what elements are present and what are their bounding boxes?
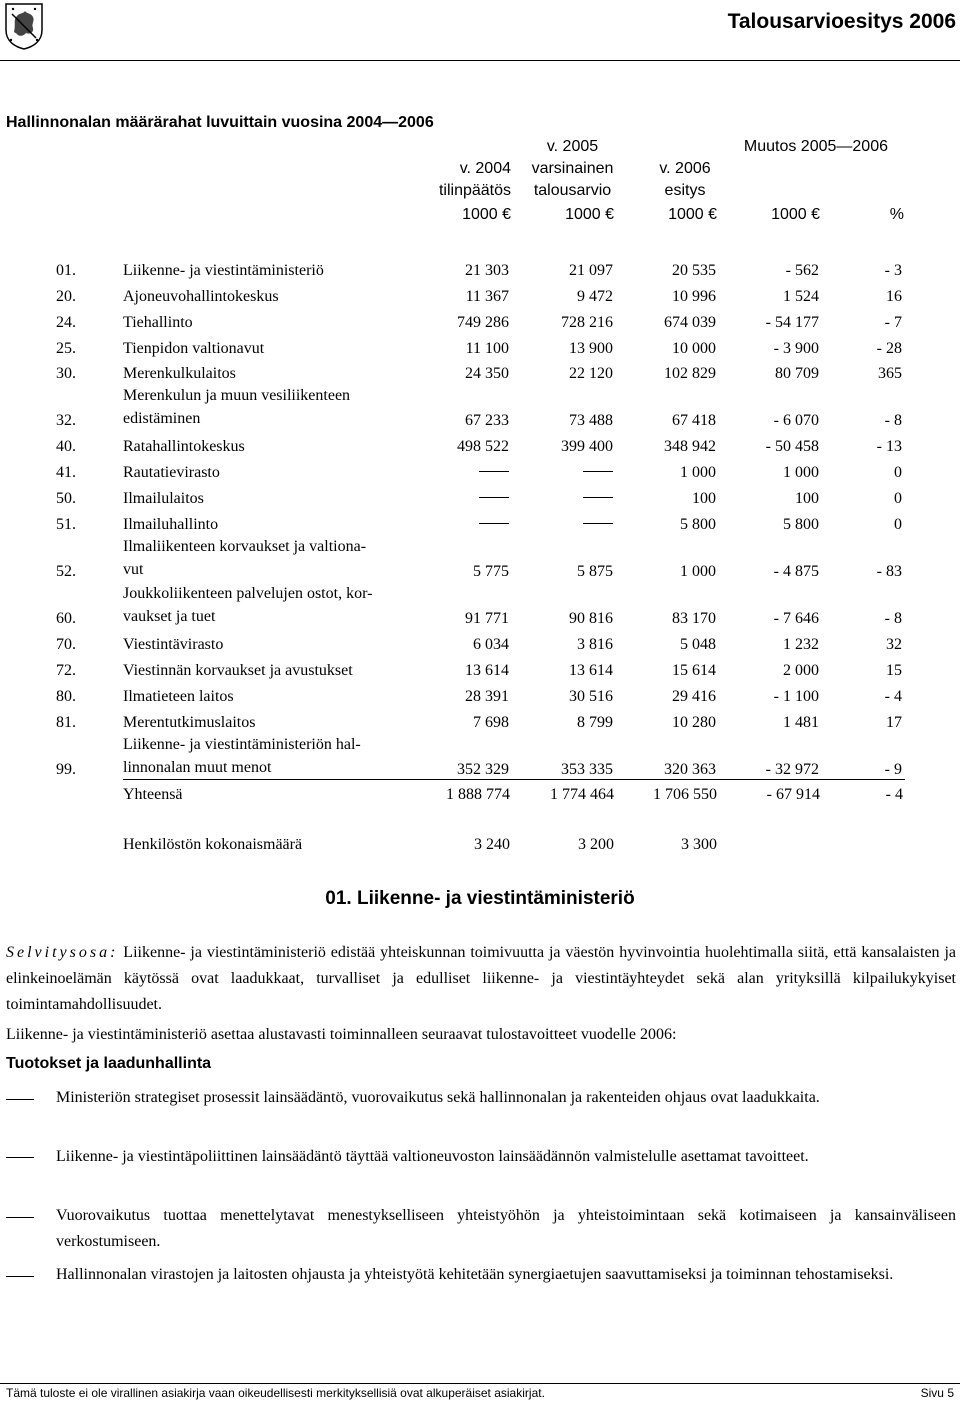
row-name: Liikenne- ja viestintäministeriö [123, 261, 324, 279]
row-v2005: 728 216 [561, 313, 613, 331]
appropriations-table [56, 254, 902, 779]
row-code: 01. [56, 261, 76, 279]
row-code: 24. [56, 313, 76, 331]
total-v2006: 1 706 550 [653, 786, 717, 803]
row-v2004 [453, 456, 509, 482]
table-row [56, 332, 902, 358]
table-row [56, 306, 902, 332]
row-v2006: 83 170 [672, 610, 716, 628]
row-v2005: 21 097 [569, 261, 613, 279]
total-v2004: 1 888 774 [446, 786, 510, 803]
row-name-line2: vut [123, 561, 144, 579]
row-v2006: 10 996 [672, 287, 716, 305]
row-v2006: 674 039 [664, 313, 716, 331]
row-v2004 [453, 482, 509, 508]
col-2004-unit: 1000 € [462, 206, 511, 223]
row-v2005 [509, 508, 613, 534]
row-code: 30. [56, 365, 76, 383]
row-change: 80 709 [775, 365, 819, 383]
row-pct: 32 [886, 635, 902, 653]
row-v2006: 67 418 [672, 412, 716, 430]
row-pct: 0 [894, 464, 902, 482]
table-row [56, 628, 902, 654]
row-v2006: 20 535 [672, 261, 716, 279]
table-row [56, 581, 902, 628]
row-pct: 16 [886, 287, 902, 305]
row-v2005: 90 816 [569, 610, 613, 628]
row-change: 100 [795, 490, 819, 508]
col-2006-unit: 1000 € [668, 206, 717, 223]
col-2005-unit: 1000 € [565, 206, 614, 223]
table-row [56, 280, 902, 306]
row-name: Ajoneuvohallintokeskus [123, 287, 279, 305]
row-pct: 0 [894, 516, 902, 534]
row-name-line2: edistäminen [123, 410, 201, 428]
row-name: Ilmailulaitos [123, 490, 204, 508]
bullet-dash [6, 1276, 34, 1277]
row-v2004: 5 775 [473, 563, 509, 581]
row-name [123, 581, 453, 628]
table-body [56, 254, 902, 779]
row-name-line2: vaukset ja tuet [123, 608, 216, 626]
row-v2005: 8 799 [577, 713, 613, 731]
row-pct: - 28 [876, 339, 902, 357]
col-change-pct: % [889, 206, 904, 223]
row-code: 32. [56, 412, 76, 430]
row-name [123, 732, 453, 779]
row-v2005 [509, 482, 613, 508]
row-v2006: 320 363 [664, 760, 716, 778]
row-change: - 7 646 [773, 610, 819, 628]
em-dash [479, 471, 509, 472]
document-title: Talousarvioesitys 2006 [727, 10, 956, 33]
col-change-unit: 1000 € [771, 206, 820, 223]
bullet-item: Vuorovaikutus tuottaa menettelytavat menestykselliseen yhteistyöhön ja yhteistoimintaan sekä kotimaiseen ja kansainväliseen verkostumiseen. [56, 1207, 956, 1250]
lead-text: Liikenne- ja viestintäministeriö edistää yhteiskunnan toimivuutta ja väestön hyvinvointia huolehtimalla siitä, että kansalaisten ja elinkeinoelämän käytössä ovat laadukkaat, turvalliset ja edulliset liikenne- ja viestintäyhteydet sekä alan yrityksillä kilpailukykyiset toimintamahdollisuudet. [6, 944, 956, 1013]
row-pct: 17 [886, 713, 902, 731]
col-change-group: Muutos 2005—2006 [743, 138, 888, 155]
row-v2006: 29 416 [672, 687, 716, 705]
table-row [56, 654, 902, 680]
row-pct: - 4 [884, 687, 902, 705]
row-v2006: 10 000 [672, 339, 716, 357]
row-code: 41. [56, 464, 76, 482]
row-name-line1: Merenkulun ja muun vesiliikenteen [123, 387, 351, 405]
col-2005-type: varsinainen [531, 160, 614, 177]
table-row [56, 508, 902, 534]
row-v2006: 348 942 [664, 438, 716, 456]
row-pct: - 13 [876, 438, 902, 456]
row-v2004: 11 367 [465, 287, 509, 305]
bullet-item: Ministeriön strategiset prosessit lainsäädäntö, vuorovaikutus sekä hallinnonalan ja rakenteiden ohjaus ovat laadukkaita. [56, 1089, 820, 1106]
row-pct: - 3 [884, 261, 902, 279]
row-name: Ratahallintokeskus [123, 438, 245, 456]
row-pct: 0 [894, 490, 902, 508]
row-v2005: 353 335 [561, 760, 613, 778]
row-name: Merentutkimuslaitos [123, 713, 256, 731]
row-name: Viestintävirasto [123, 635, 224, 653]
row-code: 72. [56, 661, 76, 679]
row-v2004 [453, 508, 509, 534]
table-row [56, 456, 902, 482]
row-v2004: 11 100 [465, 339, 509, 357]
em-dash [583, 523, 613, 524]
row-v2006: 100 [692, 490, 716, 508]
em-dash [583, 471, 613, 472]
col-2004-year: v. 2004 [459, 160, 511, 177]
bullet-dash [6, 1157, 34, 1158]
bullet-item: Liikenne- ja viestintäpoliittinen lainsäädäntö täyttää valtioneuvoston lainsäädännön valmistelulle asettamat tavoitteet. [56, 1148, 809, 1165]
footer-rule [0, 1383, 960, 1384]
row-change: 1 481 [783, 713, 819, 731]
row-code: 25. [56, 339, 76, 357]
row-v2005: 399 400 [561, 438, 613, 456]
row-v2005: 30 516 [569, 687, 613, 705]
row-v2006: 10 280 [672, 713, 716, 731]
table-row [56, 534, 902, 581]
row-v2004: 28 391 [465, 687, 509, 705]
row-change: - 1 100 [773, 687, 819, 705]
row-code: 81. [56, 713, 76, 731]
total-rule [123, 779, 905, 780]
row-pct: 365 [878, 365, 902, 383]
row-name: Ilmailuhallinto [123, 516, 219, 534]
row-v2005: 9 472 [577, 287, 613, 305]
row-change: - 6 070 [773, 412, 819, 430]
lead-paragraph [6, 940, 956, 1018]
table-row [56, 680, 902, 706]
row-name-line1: Liikenne- ja viestintäministeriön hal- [123, 735, 361, 753]
row-code: 52. [56, 563, 76, 581]
header-rule [0, 60, 960, 61]
row-v2006: 5 800 [680, 516, 716, 534]
table-row [56, 383, 902, 430]
row-name: Viestinnän korvaukset ja avustukset [123, 661, 353, 679]
row-name: Tiehallinto [123, 313, 193, 331]
total-pct: - 4 [885, 786, 903, 803]
em-dash [583, 497, 613, 498]
row-v2005: 3 816 [577, 635, 613, 653]
row-v2004: 352 329 [457, 760, 509, 778]
row-v2004: 7 698 [473, 713, 509, 731]
row-v2004: 6 034 [473, 635, 509, 653]
row-name-line2: linnonalan muut menot [123, 758, 272, 776]
row-v2005: 13 614 [569, 661, 613, 679]
intro-paragraph: Liikenne- ja viestintäministeriö asettaa alustavasti toiminnalleen seuraavat tulostavoitteet vuodelle 2006: [6, 1026, 677, 1043]
row-pct: - 83 [876, 563, 902, 581]
total-v2005: 1 774 464 [550, 786, 614, 803]
em-dash [479, 497, 509, 498]
staff-v2004: 3 240 [474, 836, 510, 853]
row-v2005: 73 488 [569, 412, 613, 430]
subheading: Tuotokset ja laadunhallinta [6, 1055, 212, 1072]
row-change: - 562 [785, 261, 819, 279]
row-v2005: 22 120 [569, 365, 613, 383]
staff-v2006: 3 300 [681, 836, 717, 853]
table-row [56, 254, 902, 280]
row-change: 2 000 [783, 661, 819, 679]
row-v2004: 24 350 [465, 365, 509, 383]
row-change: 1 524 [783, 287, 819, 305]
row-pct: - 9 [884, 760, 902, 778]
row-v2006: 1 000 [680, 563, 716, 581]
row-name: Tienpidon valtionavut [123, 339, 265, 357]
table-heading: Hallinnonalan määrärahat luvuittain vuosina 2004—2006 [6, 114, 434, 131]
col-2006-type: esitys [664, 182, 706, 199]
row-v2004: 21 303 [465, 261, 509, 279]
bullet-dash [6, 1217, 34, 1218]
row-pct: 15 [886, 661, 902, 679]
total-change: - 67 914 [766, 786, 820, 803]
row-code: 80. [56, 687, 76, 705]
table-row [56, 358, 902, 384]
row-change: 1 232 [783, 635, 819, 653]
row-v2006: 102 829 [664, 365, 716, 383]
row-code: 51. [56, 516, 76, 534]
row-v2004: 498 522 [457, 438, 509, 456]
row-change: - 3 900 [773, 339, 819, 357]
em-dash [479, 523, 509, 524]
row-pct: - 8 [884, 610, 902, 628]
page-number: Sivu 5 [920, 1386, 954, 1400]
row-v2005 [509, 456, 613, 482]
table-row [56, 732, 902, 779]
row-name [123, 383, 453, 430]
row-change: 1 000 [783, 464, 819, 482]
row-change: - 4 875 [773, 563, 819, 581]
row-v2006: 5 048 [680, 635, 716, 653]
row-name: Merenkulkulaitos [123, 365, 236, 383]
row-name-line1: Ilmaliikenteen korvaukset ja valtiona- [123, 538, 367, 556]
row-v2004: 749 286 [457, 313, 509, 331]
row-code: 60. [56, 610, 76, 628]
row-v2004: 13 614 [465, 661, 509, 679]
row-code: 20. [56, 287, 76, 305]
lead-label: Selvitysosa: [6, 944, 119, 961]
row-name [123, 534, 453, 581]
row-change: 5 800 [783, 516, 819, 534]
staff-label: Henkilöstön kokonaismäärä [123, 836, 303, 853]
row-code: 70. [56, 635, 76, 653]
row-v2005: 13 900 [569, 339, 613, 357]
col-2005-type2: talousarvio [533, 182, 612, 199]
row-name: Ilmatieteen laitos [123, 687, 234, 705]
col-2005-year: v. 2005 [546, 138, 599, 155]
row-change: - 50 458 [765, 438, 819, 456]
row-name-line1: Joukkoliikenteen palvelujen ostot, kor- [123, 585, 373, 603]
row-v2005: 5 875 [577, 563, 613, 581]
section-title: 01. Liikenne- ja viestintäministeriö [325, 888, 635, 909]
row-v2004: 67 233 [465, 412, 509, 430]
footer-disclaimer: Tämä tuloste ei ole virallinen asiakirja vaan oikeudellisesti merkityksellisiä ovat alkuperäiset asiakirjat. [6, 1386, 545, 1400]
table-row [56, 706, 902, 732]
col-2004-type: tilinpäätös [438, 182, 511, 199]
row-code: 40. [56, 438, 76, 456]
row-name: Rautatievirasto [123, 464, 220, 482]
row-v2004: 91 771 [465, 610, 509, 628]
row-change: - 32 972 [765, 760, 819, 778]
bullet-dash [6, 1099, 34, 1100]
row-pct: - 7 [884, 313, 902, 331]
bullet-item: Hallinnonalan virastojen ja laitosten ohjausta ja yhteistyötä kehitetään synergiaetujen saavuttamiseksi ja toiminnan tehostamiseksi. [56, 1266, 894, 1283]
table-row [56, 482, 902, 508]
row-code: 50. [56, 490, 76, 508]
total-label: Yhteensä [123, 786, 183, 803]
row-code: 99. [56, 760, 76, 778]
table-row [56, 430, 902, 456]
finnish-lion-crest-icon [4, 2, 44, 50]
col-2006-year: v. 2006 [659, 160, 711, 177]
row-v2006: 1 000 [680, 464, 716, 482]
staff-v2005: 3 200 [578, 836, 614, 853]
row-pct: - 8 [884, 412, 902, 430]
row-v2006: 15 614 [672, 661, 716, 679]
row-change: - 54 177 [765, 313, 819, 331]
